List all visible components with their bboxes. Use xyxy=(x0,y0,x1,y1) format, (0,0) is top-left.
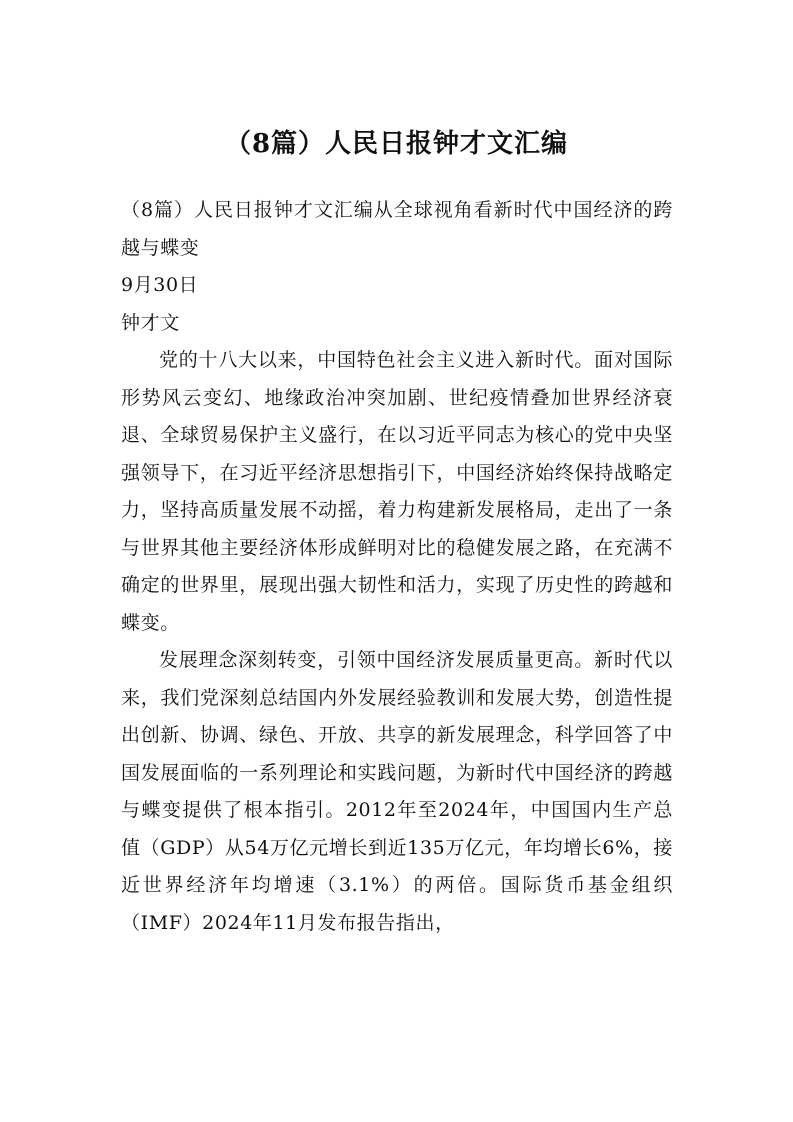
document-subtitle: （8篇）人民日报钟才文汇编从全球视角看新时代中国经济的跨越与蝶变 xyxy=(121,199,673,259)
publish-date: 9月30日 xyxy=(121,274,199,296)
body-paragraph: 发展理念深刻转变，引领中国经济发展质量更高。新时代以来，我们党深刻总结国内外发展经验教训和发展大势，创造性提出创新、协调、绿色、开放、共享的新发展理念，科学回答了中国发展面临的一系列理论和实践问题，为新时代中国经济的跨越与蝶变提供了根本指引。2012年至2024年，中国国内生产总值（GDP）从54万亿元增长到近135万亿元，年均增长6%，接近世界经济年均增速（3.1%）的两倍。国际货币基金组织（IMF）2024年11月发布报告指出， xyxy=(121,649,673,934)
author-name: 钟才文 xyxy=(121,311,180,334)
document-title: （8篇）人民日报钟才文汇编 xyxy=(224,129,569,159)
body-paragraph: 党的十八大以来，中国特色社会主义进入新时代。面对国际形势风云变幻、地缘政治冲突加剧、世纪疫情叠加世界经济衰退、全球贸易保护主义盛行，在以习近平同志为核心的党中央坚强领导下，在习近平经济思想指引下，中国经济始终保持战略定力，坚持高质量发展不动摇，着力构建新发展格局，走出了一条与世界其他主要经济体形成鲜明对比的稳健发展之路，在充满不确定的世界里，展现出强大韧性和活力，实现了历史性的跨越和蝶变。 xyxy=(121,349,673,634)
document-body xyxy=(121,192,673,942)
